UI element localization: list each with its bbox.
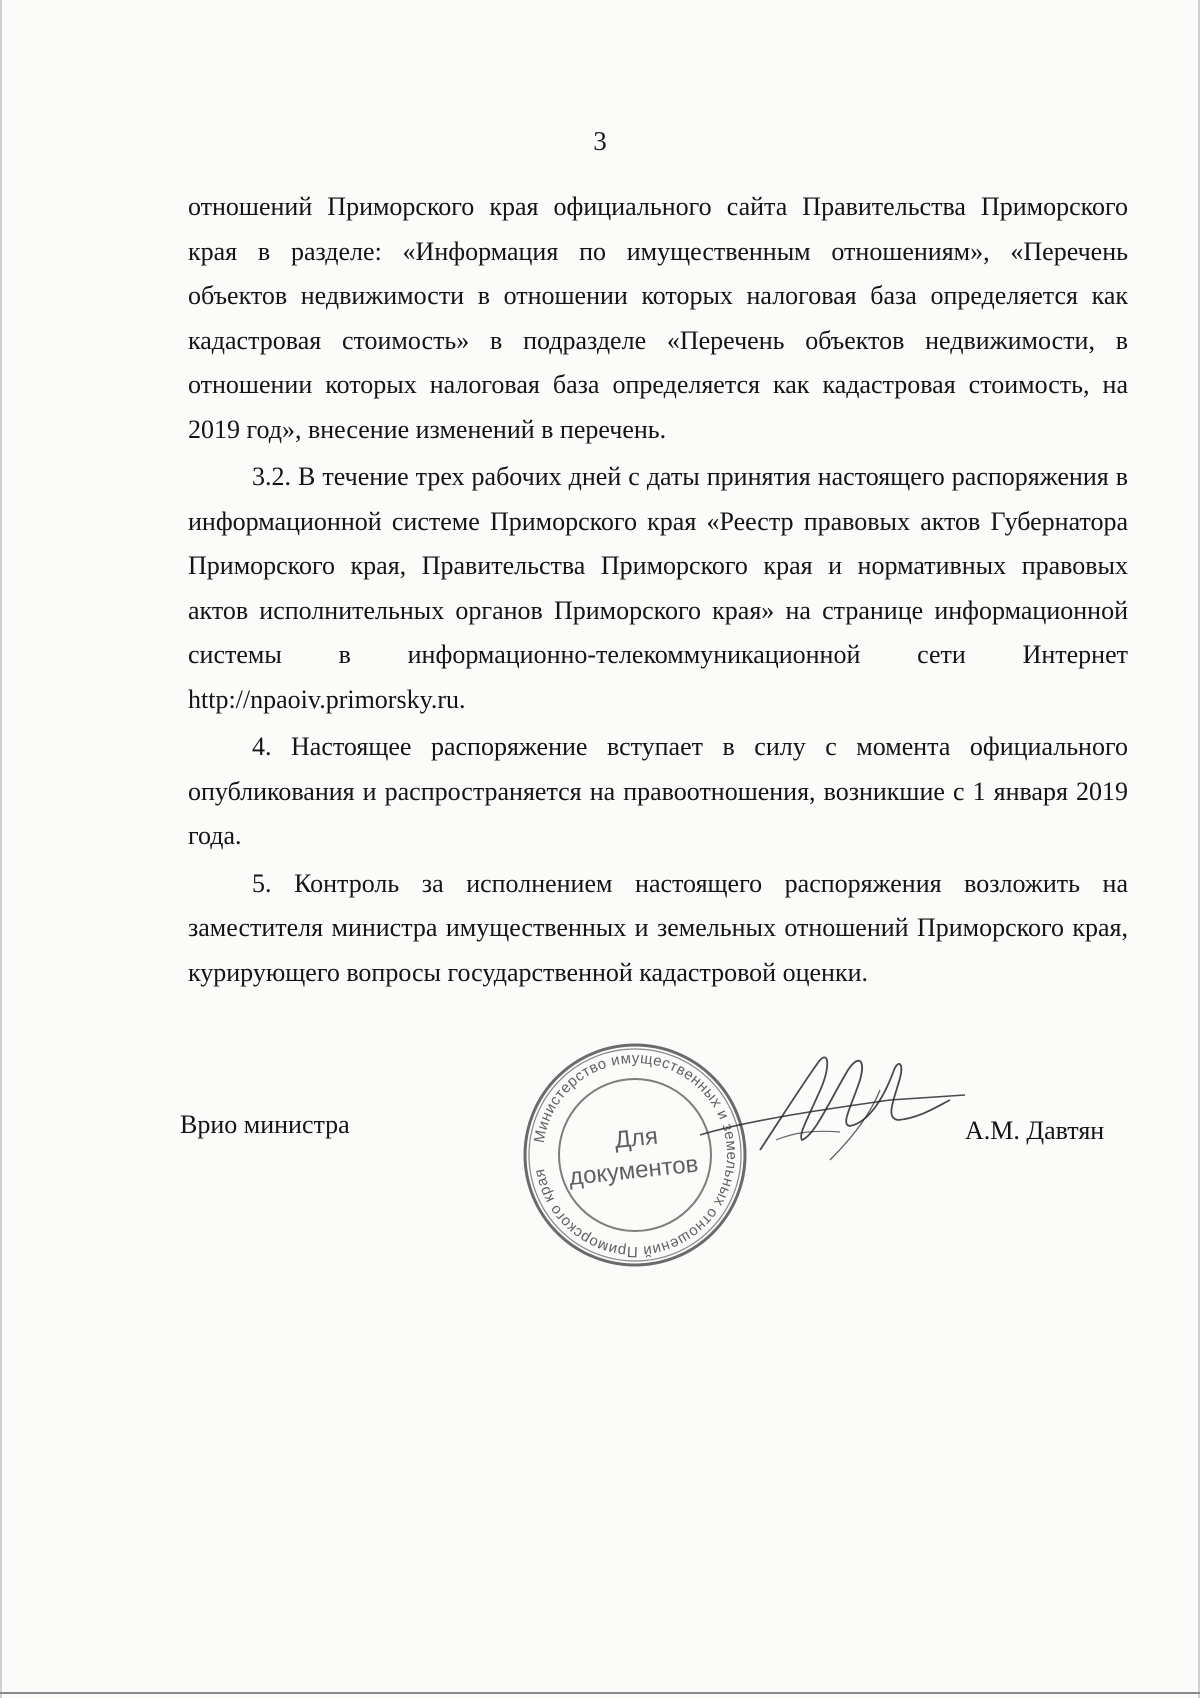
page-left-edge [0, 0, 2, 1698]
stamp-center-line-2: документов [567, 1150, 700, 1191]
paragraph-3-2: 3.2. В течение трех рабочих дней с даты принятия настоящего распоряжения в информационной системе Приморского края «Реестр правовых актов Губернатора Приморского края, Правительства Приморского края и нормативных правовых актов исполнительных органов Приморского края» на странице информационной системы в информационно-телекоммуникационной сети Интернет http://npaoiv.primorsky.ru. [188, 462, 1128, 714]
signatory-name: А.М. Давтян [965, 1116, 1105, 1145]
page-number: 3 [593, 126, 607, 156]
signatory-title: Врио министра [180, 1110, 350, 1139]
paragraph-continuation: отношений Приморского края официального сайта Правительства Приморского края в разделе: «Информация по имущественным отношениям», «Перечень объектов недвижимости в отношении которых налоговая база определяется как кадастровая стоимость» в подразделе «Перечень объектов недвижимости, в отношении которых налоговая база определяется как кадастровая стоимость, на 2019 год», внесение изменений в перечень. [188, 192, 1128, 444]
stamp-ring-text: Министерство имущественных и земельных отношений Приморского края [530, 1049, 741, 1261]
paragraph-4: 4. Настоящее распоряжение вступает в силу с момента официального опубликования и распространяется на правоотношения, возникшие с 1 января 2019 года. [188, 732, 1128, 850]
document-body [188, 185, 1128, 995]
handwritten-signature [680, 1040, 970, 1180]
paragraph-5: 5. Контроль за исполнением настоящего распоряжения возложить на заместителя министра имущественных и земельных отношений Приморского края, курирующего вопросы государственной кадастровой оценки. [188, 868, 1128, 987]
page-bottom-edge [0, 1692, 1200, 1694]
stamp-center-line-1: Для [613, 1122, 660, 1154]
